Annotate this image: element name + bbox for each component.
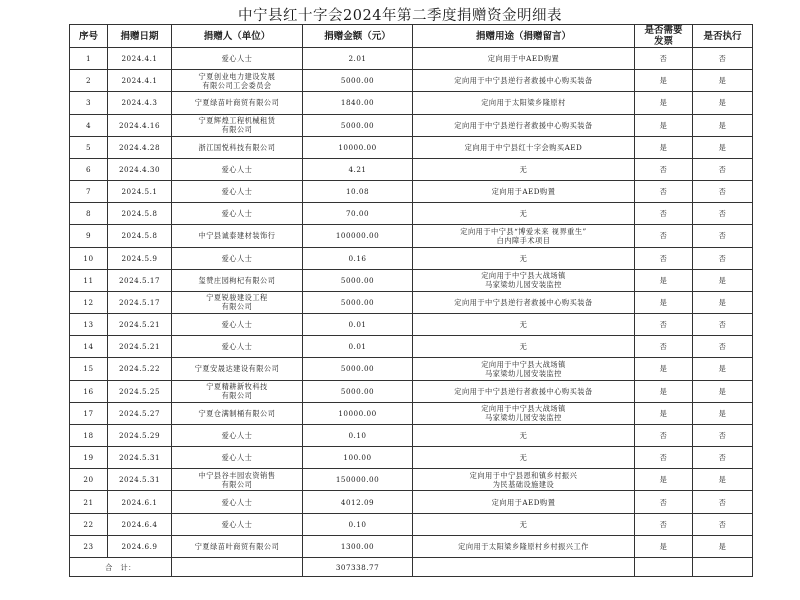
header-row bbox=[70, 25, 753, 48]
donation-amount: 4.21 bbox=[303, 158, 413, 180]
donation-amount: 10000.00 bbox=[303, 136, 413, 158]
donor-name: 爱心人士 bbox=[172, 247, 303, 269]
donation-purpose: 定向用于中宁县逆行者救援中心购买装备 bbox=[413, 291, 635, 313]
donation-date: 2024.5.22 bbox=[108, 358, 172, 380]
table-row bbox=[70, 114, 753, 136]
donor-name: 宁夏辉煌工程机械租赁 有限公司 bbox=[172, 114, 303, 136]
donation-amount: 5000.00 bbox=[303, 358, 413, 380]
donation-amount: 5000.00 bbox=[303, 269, 413, 291]
donation-date: 2024.5.17 bbox=[108, 269, 172, 291]
invoice-required: 否 bbox=[635, 424, 693, 446]
table-row bbox=[70, 402, 753, 424]
column-header-executed: 是否执行 bbox=[693, 25, 753, 48]
invoice-required: 否 bbox=[635, 491, 693, 513]
donation-amount: 0.01 bbox=[303, 336, 413, 358]
executed-status: 否 bbox=[693, 336, 753, 358]
executed-status: 是 bbox=[693, 535, 753, 557]
row-index: 12 bbox=[70, 291, 108, 313]
donor-name: 爱心人士 bbox=[172, 491, 303, 513]
invoice-required: 是 bbox=[635, 469, 693, 491]
donation-purpose: 定向用于中宁县大战场镇 马家梁幼儿园安装监控 bbox=[413, 358, 635, 380]
donation-date: 2024.5.31 bbox=[108, 469, 172, 491]
executed-status: 是 bbox=[693, 291, 753, 313]
column-header-donor: 捐赠人（单位） bbox=[172, 25, 303, 48]
invoice-required: 否 bbox=[635, 336, 693, 358]
donation-purpose: 定向用于中宁县大战场镇 马家梁幼儿园安装监控 bbox=[413, 269, 635, 291]
donor-name: 宁夏精耕新牧科技 有限公司 bbox=[172, 380, 303, 402]
executed-status: 是 bbox=[693, 70, 753, 92]
donation-purpose: 无 bbox=[413, 447, 635, 469]
executed-status: 否 bbox=[693, 158, 753, 180]
donation-purpose: 定向用于中宁县逆行者救援中心购买装备 bbox=[413, 114, 635, 136]
executed-status: 是 bbox=[693, 358, 753, 380]
executed-status: 否 bbox=[693, 225, 753, 247]
donor-name: 宁夏仓满制桶有限公司 bbox=[172, 402, 303, 424]
donation-amount: 0.16 bbox=[303, 247, 413, 269]
column-header-amount: 捐赠金额（元） bbox=[303, 25, 413, 48]
row-index: 15 bbox=[70, 358, 108, 380]
invoice-required: 否 bbox=[635, 225, 693, 247]
table-row bbox=[70, 291, 753, 313]
donation-purpose: 定向用于AED购置 bbox=[413, 491, 635, 513]
table-row bbox=[70, 314, 753, 336]
table-body bbox=[70, 48, 753, 558]
invoice-required: 否 bbox=[635, 447, 693, 469]
donor-name: 浙江国悦科技有限公司 bbox=[172, 136, 303, 158]
donor-name: 爱心人士 bbox=[172, 48, 303, 70]
total-row bbox=[70, 558, 753, 577]
table-row bbox=[70, 469, 753, 491]
donation-date: 2024.4.1 bbox=[108, 70, 172, 92]
donation-date: 2024.5.21 bbox=[108, 314, 172, 336]
donor-name: 宁夏绿苗叶商贸有限公司 bbox=[172, 535, 303, 557]
row-index: 1 bbox=[70, 48, 108, 70]
donation-date: 2024.5.17 bbox=[108, 291, 172, 313]
donor-name: 爱心人士 bbox=[172, 447, 303, 469]
invoice-required: 否 bbox=[635, 513, 693, 535]
invoice-required: 否 bbox=[635, 247, 693, 269]
table-row bbox=[70, 70, 753, 92]
row-index: 3 bbox=[70, 92, 108, 114]
table-row bbox=[70, 158, 753, 180]
donor-name: 爱心人士 bbox=[172, 158, 303, 180]
donor-name: 爱心人士 bbox=[172, 424, 303, 446]
row-index: 22 bbox=[70, 513, 108, 535]
donation-purpose: 定向用于太阳梁乡隆原村乡村振兴工作 bbox=[413, 535, 635, 557]
donation-amount: 150000.00 bbox=[303, 469, 413, 491]
donation-amount: 4012.09 bbox=[303, 491, 413, 513]
invoice-required: 是 bbox=[635, 291, 693, 313]
donation-date: 2024.5.8 bbox=[108, 225, 172, 247]
donation-amount: 5000.00 bbox=[303, 291, 413, 313]
invoice-required: 是 bbox=[635, 269, 693, 291]
donation-date: 2024.5.31 bbox=[108, 447, 172, 469]
table-row bbox=[70, 136, 753, 158]
donation-purpose: 定向用于AED购置 bbox=[413, 181, 635, 203]
donation-purpose: 无 bbox=[413, 336, 635, 358]
donation-date: 2024.4.1 bbox=[108, 48, 172, 70]
total-invoice-cell bbox=[635, 558, 693, 577]
invoice-required: 是 bbox=[635, 92, 693, 114]
donation-purpose: 定向用于中宁县大战场镇 马家梁幼儿园安装监控 bbox=[413, 402, 635, 424]
donor-name: 中宁县谷丰园农资销售 有限公司 bbox=[172, 469, 303, 491]
donation-purpose: 定向用于中宁县逆行者救援中心购买装备 bbox=[413, 380, 635, 402]
table-row bbox=[70, 92, 753, 114]
donation-amount: 10000.00 bbox=[303, 402, 413, 424]
page-title: 中宁县红十字会2024年第二季度捐赠资金明细表 bbox=[238, 8, 562, 24]
donation-date: 2024.5.1 bbox=[108, 181, 172, 203]
invoice-required: 否 bbox=[635, 181, 693, 203]
donor-name: 宁夏锐骏建设工程 有限公司 bbox=[172, 291, 303, 313]
executed-status: 否 bbox=[693, 314, 753, 336]
row-index: 2 bbox=[70, 70, 108, 92]
table-row bbox=[70, 447, 753, 469]
donation-date: 2024.5.9 bbox=[108, 247, 172, 269]
row-index: 8 bbox=[70, 203, 108, 225]
table-row bbox=[70, 48, 753, 70]
row-index: 9 bbox=[70, 225, 108, 247]
table-row bbox=[70, 424, 753, 446]
invoice-required: 是 bbox=[635, 380, 693, 402]
executed-status: 是 bbox=[693, 380, 753, 402]
executed-status: 否 bbox=[693, 447, 753, 469]
executed-status: 是 bbox=[693, 402, 753, 424]
donation-purpose: 无 bbox=[413, 424, 635, 446]
donation-amount: 10.08 bbox=[303, 181, 413, 203]
row-index: 19 bbox=[70, 447, 108, 469]
donation-purpose: 定向用于中AED购置 bbox=[413, 48, 635, 70]
table-row bbox=[70, 336, 753, 358]
donation-table bbox=[69, 24, 753, 577]
donation-date: 2024.5.27 bbox=[108, 402, 172, 424]
total-label: 合 计： bbox=[70, 558, 172, 577]
invoice-required: 是 bbox=[635, 402, 693, 424]
total-donor-cell bbox=[172, 558, 303, 577]
donation-amount: 100.00 bbox=[303, 447, 413, 469]
row-index: 17 bbox=[70, 402, 108, 424]
table-row bbox=[70, 358, 753, 380]
invoice-required: 是 bbox=[635, 535, 693, 557]
donation-date: 2024.4.3 bbox=[108, 92, 172, 114]
donation-date: 2024.4.28 bbox=[108, 136, 172, 158]
executed-status: 否 bbox=[693, 491, 753, 513]
donation-purpose: 定向用于中宁县逆行者救援中心购买装备 bbox=[413, 70, 635, 92]
donation-purpose: 定向用于中宁县“博爱未来 视界重生” 白内障手术项目 bbox=[413, 225, 635, 247]
donation-amount: 5000.00 bbox=[303, 380, 413, 402]
row-index: 20 bbox=[70, 469, 108, 491]
donation-purpose: 定向用于太阳梁乡隆原村 bbox=[413, 92, 635, 114]
executed-status: 是 bbox=[693, 269, 753, 291]
donation-purpose: 无 bbox=[413, 247, 635, 269]
row-index: 10 bbox=[70, 247, 108, 269]
executed-status: 否 bbox=[693, 424, 753, 446]
donor-name: 宁夏绿苗叶商贸有限公司 bbox=[172, 92, 303, 114]
donation-date: 2024.6.9 bbox=[108, 535, 172, 557]
donation-date: 2024.6.1 bbox=[108, 491, 172, 513]
donor-name: 中宁县诚泰建材装饰行 bbox=[172, 225, 303, 247]
executed-status: 否 bbox=[693, 203, 753, 225]
invoice-required: 是 bbox=[635, 114, 693, 136]
executed-status: 否 bbox=[693, 48, 753, 70]
table-row bbox=[70, 181, 753, 203]
total-executed-cell bbox=[693, 558, 753, 577]
row-index: 6 bbox=[70, 158, 108, 180]
row-index: 14 bbox=[70, 336, 108, 358]
donation-amount: 70.00 bbox=[303, 203, 413, 225]
total-purpose-cell bbox=[413, 558, 635, 577]
donation-amount: 5000.00 bbox=[303, 70, 413, 92]
executed-status: 是 bbox=[693, 469, 753, 491]
table-row bbox=[70, 380, 753, 402]
donation-date: 2024.5.29 bbox=[108, 424, 172, 446]
donation-amount: 0.10 bbox=[303, 424, 413, 446]
donation-amount: 0.10 bbox=[303, 513, 413, 535]
column-header-invoice: 是否需要 发票 bbox=[635, 25, 693, 48]
invoice-required: 是 bbox=[635, 136, 693, 158]
table-row bbox=[70, 491, 753, 513]
donor-name: 玺赞庄园枸杞有限公司 bbox=[172, 269, 303, 291]
executed-status: 否 bbox=[693, 181, 753, 203]
donation-purpose: 无 bbox=[413, 158, 635, 180]
row-index: 16 bbox=[70, 380, 108, 402]
row-index: 13 bbox=[70, 314, 108, 336]
executed-status: 是 bbox=[693, 136, 753, 158]
executed-status: 是 bbox=[693, 92, 753, 114]
total-amount: 307338.77 bbox=[303, 558, 413, 577]
table-row bbox=[70, 247, 753, 269]
donation-date: 2024.4.30 bbox=[108, 158, 172, 180]
row-index: 5 bbox=[70, 136, 108, 158]
executed-status: 是 bbox=[693, 114, 753, 136]
donation-date: 2024.6.4 bbox=[108, 513, 172, 535]
donation-date: 2024.5.25 bbox=[108, 380, 172, 402]
donor-name: 爱心人士 bbox=[172, 513, 303, 535]
donation-purpose: 定向用于中宁县红十字会购买AED bbox=[413, 136, 635, 158]
donation-purpose: 定向用于中宁县恩和镇乡村振兴 为民基础设施建设 bbox=[413, 469, 635, 491]
table-row bbox=[70, 269, 753, 291]
table-row bbox=[70, 225, 753, 247]
donor-name: 爱心人士 bbox=[172, 181, 303, 203]
table-row bbox=[70, 513, 753, 535]
invoice-required: 否 bbox=[635, 158, 693, 180]
column-header-index: 序号 bbox=[70, 25, 108, 48]
donation-amount: 2.01 bbox=[303, 48, 413, 70]
donation-purpose: 无 bbox=[413, 203, 635, 225]
donor-name: 宁夏创业电力建设发展 有限公司工会委员会 bbox=[172, 70, 303, 92]
donor-name: 宁夏安晟达建设有限公司 bbox=[172, 358, 303, 380]
row-index: 23 bbox=[70, 535, 108, 557]
column-header-purpose: 捐赠用途（捐赠留言） bbox=[413, 25, 635, 48]
donation-date: 2024.4.16 bbox=[108, 114, 172, 136]
table-row bbox=[70, 203, 753, 225]
invoice-required: 否 bbox=[635, 48, 693, 70]
invoice-required: 是 bbox=[635, 358, 693, 380]
donation-amount: 1840.00 bbox=[303, 92, 413, 114]
donation-amount: 100000.00 bbox=[303, 225, 413, 247]
row-index: 18 bbox=[70, 424, 108, 446]
donor-name: 爱心人士 bbox=[172, 203, 303, 225]
invoice-required: 否 bbox=[635, 203, 693, 225]
donor-name: 爱心人士 bbox=[172, 336, 303, 358]
column-header-date: 捐赠日期 bbox=[108, 25, 172, 48]
executed-status: 否 bbox=[693, 247, 753, 269]
donation-purpose: 无 bbox=[413, 513, 635, 535]
executed-status: 否 bbox=[693, 513, 753, 535]
row-index: 21 bbox=[70, 491, 108, 513]
donation-date: 2024.5.8 bbox=[108, 203, 172, 225]
row-index: 4 bbox=[70, 114, 108, 136]
table-row bbox=[70, 535, 753, 557]
donation-purpose: 无 bbox=[413, 314, 635, 336]
donation-amount: 1300.00 bbox=[303, 535, 413, 557]
invoice-required: 否 bbox=[635, 314, 693, 336]
row-index: 11 bbox=[70, 269, 108, 291]
donation-date: 2024.5.21 bbox=[108, 336, 172, 358]
donation-amount: 0.01 bbox=[303, 314, 413, 336]
donation-amount: 5000.00 bbox=[303, 114, 413, 136]
invoice-required: 是 bbox=[635, 70, 693, 92]
donor-name: 爱心人士 bbox=[172, 314, 303, 336]
row-index: 7 bbox=[70, 181, 108, 203]
